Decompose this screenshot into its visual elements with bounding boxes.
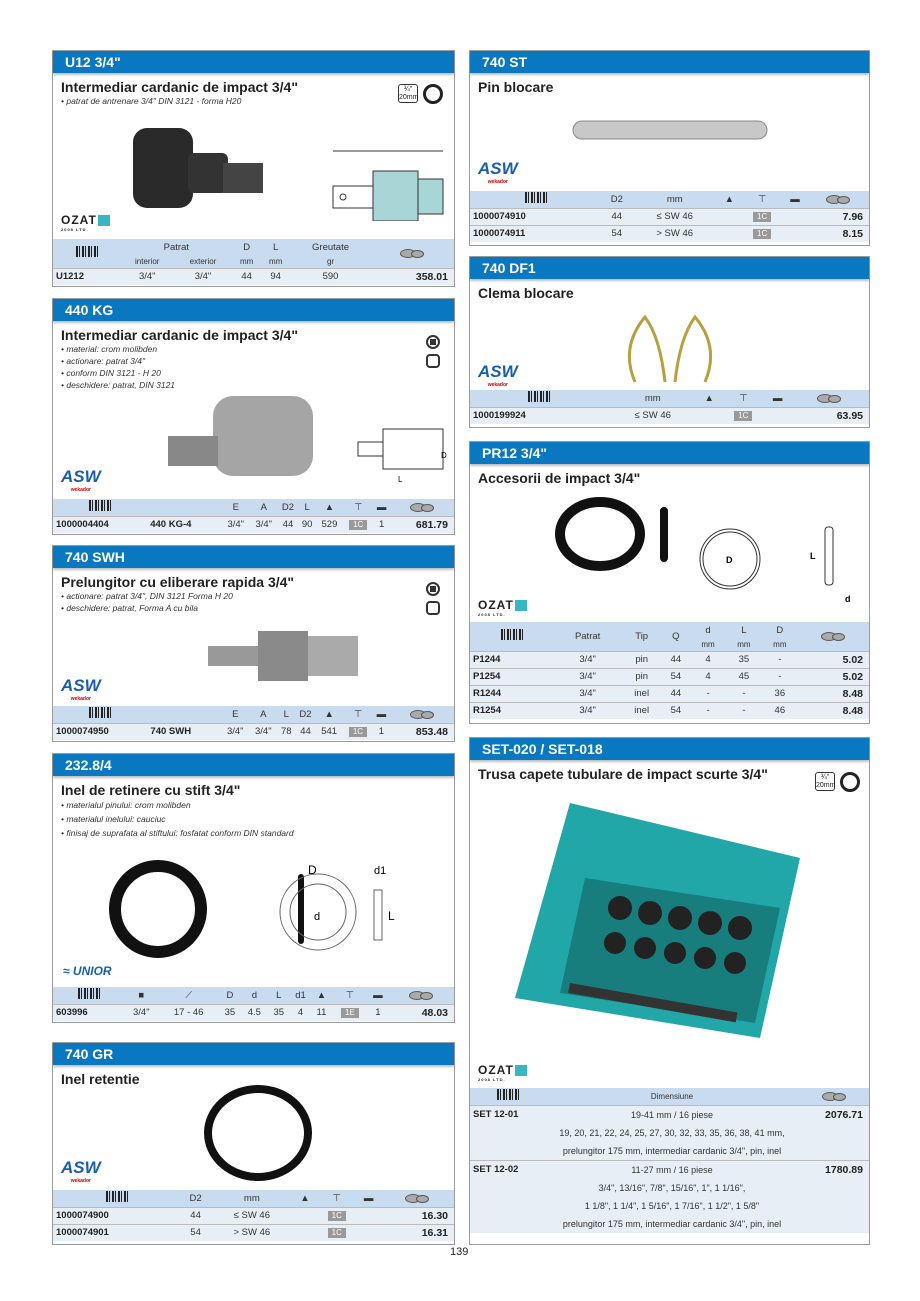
card-header: 440 KG bbox=[53, 299, 454, 321]
quantity-icon: ▬ bbox=[374, 499, 390, 516]
product-card-440kg bbox=[52, 298, 455, 535]
barcode-icon bbox=[76, 246, 98, 257]
barcode-icon bbox=[78, 988, 100, 999]
table-row: P1254 3/4" pin 54 4 45 - 5.02 bbox=[470, 668, 869, 685]
table-row: 603996 3/4" 17 - 46 35 4.5 35 4 11 1E 1 48.03 bbox=[53, 1004, 454, 1021]
svg-text:L: L bbox=[388, 909, 395, 923]
weight-icon: ▲ bbox=[698, 390, 721, 407]
barcode-icon bbox=[89, 500, 111, 511]
price-coins-icon bbox=[817, 391, 841, 403]
price-coins-icon bbox=[400, 246, 424, 258]
barcode-icon bbox=[106, 1191, 128, 1202]
product-table: Patrat D L Greutate interior exterior mm mm gr U1212 3/4" 3/4" 44 94 590 358.01 bbox=[53, 239, 454, 285]
card-header: 740 DF1 bbox=[470, 257, 869, 279]
asw-logo: ASW wekador bbox=[478, 159, 518, 185]
table-row: U1212 3/4" 3/4" 44 94 590 358.01 bbox=[53, 268, 454, 285]
packaging-icon: ⊤ bbox=[332, 987, 369, 1004]
product-table: E A L D2 ▲ ⊤ ▬ 1000074950 740 SWH 3/4" 3/4" 78 44 541 1C 1 853.48 bbox=[53, 706, 454, 740]
barcode-icon bbox=[528, 391, 550, 402]
product-table: mm ▲ ⊤ ▬ 1000199924 ≤ SW 46 1C 63.95 bbox=[470, 390, 869, 424]
bullet-list: • materialul pinului: crom molibden • materialul inelului: cauciuc • finisaj de suprafata al stiftului: fosfatat conform DIN standard bbox=[53, 798, 454, 840]
product-image-extension bbox=[203, 621, 363, 701]
product-image-clip bbox=[615, 307, 725, 387]
table-row: 1000074950 740 SWH 3/4" 3/4" 78 44 541 1C 1 853.48 bbox=[53, 723, 454, 740]
packaging-icon: ⊤ bbox=[343, 499, 374, 516]
product-table: E A D2 L ▲ ⊤ ▬ 1000004404 440 KG-4 3/4" 3/4" 44 90 529 1C 1 681.79 bbox=[53, 499, 454, 533]
technical-drawing-ring-pin bbox=[695, 517, 870, 612]
asw-logo: ASW wekador bbox=[61, 676, 101, 702]
drive-size-icon: ¾" 20mm bbox=[816, 774, 836, 789]
card-header: 740 SWH bbox=[53, 546, 454, 568]
product-title: Inel retentie bbox=[61, 1071, 140, 1087]
packaging-icon: ⊤ bbox=[316, 1190, 358, 1207]
hex-socket-icon bbox=[840, 772, 860, 792]
price-coins-icon bbox=[826, 192, 850, 204]
table-row: 1000004404 440 KG-4 3/4" 3/4" 44 90 529 1C 1 681.79 bbox=[53, 516, 454, 533]
product-table: Patrat Tip Q d L D mm mm mm P1244 3/4" pin 44 4 35 - 5.02 P1254 3/4" pin 54 4 45 - 5.02 R1244 3/4" inel 44 - - 36 8.48 R1254 3/4" inel 54 - - 46 8.48 bbox=[470, 622, 869, 719]
svg-text:L: L bbox=[810, 551, 816, 561]
product-image-socket-set-case bbox=[510, 798, 810, 1048]
product-table: D2 mm ▲ ⊤ ▬ 1000074910 44 ≤ SW 46 1C 7.96 1000074911 54 > SW 46 1C 8.15 bbox=[470, 191, 869, 242]
product-image-ring-pin bbox=[555, 497, 685, 572]
barcode-icon bbox=[501, 629, 523, 640]
square-drive-icon bbox=[426, 582, 440, 596]
svg-text:d: d bbox=[845, 594, 851, 604]
technical-drawing-ring-pin bbox=[278, 862, 448, 962]
drive-size-icon: ¾" 20mm bbox=[399, 86, 419, 101]
card-header: U12 3/4" bbox=[53, 51, 454, 73]
product-card-set bbox=[469, 737, 870, 1245]
weight-icon: ▲ bbox=[311, 987, 331, 1004]
svg-text:D: D bbox=[308, 863, 317, 877]
weight-icon: ▲ bbox=[316, 706, 343, 723]
product-title: Pin blocare bbox=[478, 79, 554, 95]
table-row: SET 12-01 19-41 mm / 16 piese 19, 20, 21, 22, 24, 25, 27, 30, 32, 33, 35, 36, 38, 41 mm, prelungitor 175 mm, intermediar cardanic 3/4", pin, inel 2076.71 bbox=[470, 1105, 869, 1160]
table-row: 1000199924 ≤ SW 46 1C 63.95 bbox=[470, 407, 869, 424]
technical-drawing bbox=[323, 146, 453, 221]
card-header: 232.8/4 bbox=[53, 754, 454, 776]
price-coins-icon bbox=[821, 629, 845, 641]
product-card-740df1 bbox=[469, 256, 870, 428]
weight-icon: ▲ bbox=[316, 499, 343, 516]
price-coins-icon bbox=[410, 500, 434, 512]
product-card-740st bbox=[469, 50, 870, 246]
product-title: Intermediar cardanic de impact 3/4" bbox=[61, 327, 298, 343]
square-opening-icon bbox=[426, 601, 440, 615]
table-row: 1000074900 44 ≤ SW 46 1C 16.30 bbox=[53, 1207, 454, 1224]
weight-icon: ▲ bbox=[718, 191, 740, 208]
product-title: Trusa capete tubulare de impact scurte 3/4" bbox=[478, 766, 768, 782]
product-table: ■ ⟋ D d L d1 ▲ ⊤ ▬ 603996 3/4" 17 - 46 35 4.5 35 4 11 1E 1 48.03 bbox=[53, 987, 454, 1021]
product-title: Intermediar cardanic de impact 3/4" bbox=[61, 79, 298, 95]
svg-text:D: D bbox=[441, 451, 447, 460]
quantity-icon: ▬ bbox=[784, 191, 807, 208]
product-card-pr12 bbox=[469, 441, 870, 724]
product-image-ring bbox=[201, 1083, 316, 1183]
barcode-icon bbox=[89, 707, 111, 718]
square-opening-icon bbox=[426, 354, 440, 368]
technical-drawing bbox=[353, 424, 453, 484]
table-row: SET 12-02 11-27 mm / 16 piese 3/4", 13/16", 7/8", 15/16", 1", 1 1/16", 1 1/8", 1 1/4", 1 5/16", 1 7/16", 1 1/2", 1 5/8" prelungitor 175 mm, intermediar cardanic 3/4", pin, inel 1780.89 bbox=[470, 1160, 869, 1233]
weight-icon: ▲ bbox=[294, 1190, 316, 1207]
svg-text:d: d bbox=[314, 911, 321, 923]
quantity-icon: ▬ bbox=[766, 390, 789, 407]
product-table: Dimensiune SET 12-01 19-41 mm / 16 piese 19, 20, 21, 22, 24, 25, 27, 30, 32, 33, 35, 36, 38, 41 mm, prelungitor 175 mm, intermediar cardanic 3/4", pin, inel 2076.71 SET 12-02 11-27 mm / 16 piese 3/4", 13/16", 7/8", 15/16", 1", 1 1/16", 1 1/8", 1 1/4", 1 5/16", 1 7/16", 1 1/2", 1 5/8" prelungitor 175 mm, intermediar cardanic 3/4", pin, inel 1780.89 bbox=[470, 1088, 869, 1233]
barcode-icon bbox=[497, 1089, 519, 1100]
table-row: 1000074910 44 ≤ SW 46 1C 7.96 bbox=[470, 208, 869, 225]
product-title: Inel de retinere cu stift 3/4" bbox=[61, 782, 241, 798]
product-image-pin bbox=[570, 116, 770, 146]
table-row: P1244 3/4" pin 44 4 35 - 5.02 bbox=[470, 651, 869, 668]
price-coins-icon bbox=[409, 988, 433, 1000]
square-drive-icon bbox=[426, 335, 440, 349]
ozat-logo: OZAT 2008 LTD. bbox=[61, 213, 110, 232]
product-image-universal-joint bbox=[128, 123, 278, 223]
hex-socket-icon bbox=[423, 84, 443, 104]
product-card-740swh bbox=[52, 545, 455, 742]
barcode-icon bbox=[525, 192, 547, 203]
product-title: Prelungitor cu eliberare rapida 3/4" bbox=[61, 574, 295, 590]
card-header: 740 GR bbox=[53, 1043, 454, 1065]
product-title: Clema blocare bbox=[478, 285, 574, 301]
product-title: Accesorii de impact 3/4" bbox=[478, 470, 641, 486]
price-coins-icon bbox=[405, 1191, 429, 1203]
svg-text:d1: d1 bbox=[374, 865, 387, 877]
table-row: R1254 3/4" inel 54 - - 46 8.48 bbox=[470, 702, 869, 719]
unior-logo: ≈ UNIOR bbox=[63, 964, 112, 978]
product-card-740gr bbox=[52, 1042, 455, 1245]
bullet-list: • material: crom molibden • actionare: patrat 3/4" • conform DIN 3121 - H 20 • deschidere: patrat, DIN 3121 bbox=[53, 343, 454, 391]
packaging-icon: ⊤ bbox=[343, 706, 374, 723]
ozat-logo: OZAT 2008 LTD. bbox=[478, 1063, 527, 1082]
card-header: 740 ST bbox=[470, 51, 869, 73]
quantity-icon: ▬ bbox=[373, 706, 389, 723]
product-card-232-8-4 bbox=[52, 753, 455, 1023]
packaging-icon: ⊤ bbox=[741, 191, 784, 208]
page-number: 139 bbox=[450, 1246, 469, 1258]
bullet-list: • patrat de antrenare 3/4" DIN 3121 - forma H20 bbox=[53, 95, 454, 107]
ozat-logo: OZAT 2008 LTD. bbox=[478, 598, 527, 617]
quantity-icon: ▬ bbox=[368, 987, 388, 1004]
bullet-list: • actionare: patrat 3/4", DIN 3121 Forma H 20 • deschidere: patrat, Forma A cu bila bbox=[53, 590, 454, 614]
asw-logo: ASW wekador bbox=[478, 362, 518, 388]
product-image-universal-joint bbox=[163, 391, 333, 491]
card-header: PR12 3/4" bbox=[470, 442, 869, 464]
quantity-icon: ▬ bbox=[358, 1190, 380, 1207]
product-table: D2 mm ▲ ⊤ ▬ 1000074900 44 ≤ SW 46 1C 16.30 1000074901 54 > SW 46 1C 16.31 bbox=[53, 1190, 454, 1241]
svg-text:L: L bbox=[398, 475, 403, 484]
asw-logo: ASW wekador bbox=[61, 467, 101, 493]
price-coins-icon bbox=[822, 1089, 846, 1101]
packaging-icon: ⊤ bbox=[721, 390, 766, 407]
card-header: SET-020 / SET-018 bbox=[470, 738, 869, 760]
product-card-u12 bbox=[52, 50, 455, 287]
table-row: R1244 3/4" inel 44 - - 36 8.48 bbox=[470, 685, 869, 702]
table-row: 1000074911 54 > SW 46 1C 8.15 bbox=[470, 225, 869, 242]
price-coins-icon bbox=[410, 707, 434, 719]
svg-text:D: D bbox=[726, 555, 733, 565]
asw-logo: ASW wekador bbox=[61, 1158, 101, 1184]
table-row: 1000074901 54 > SW 46 1C 16.31 bbox=[53, 1224, 454, 1241]
